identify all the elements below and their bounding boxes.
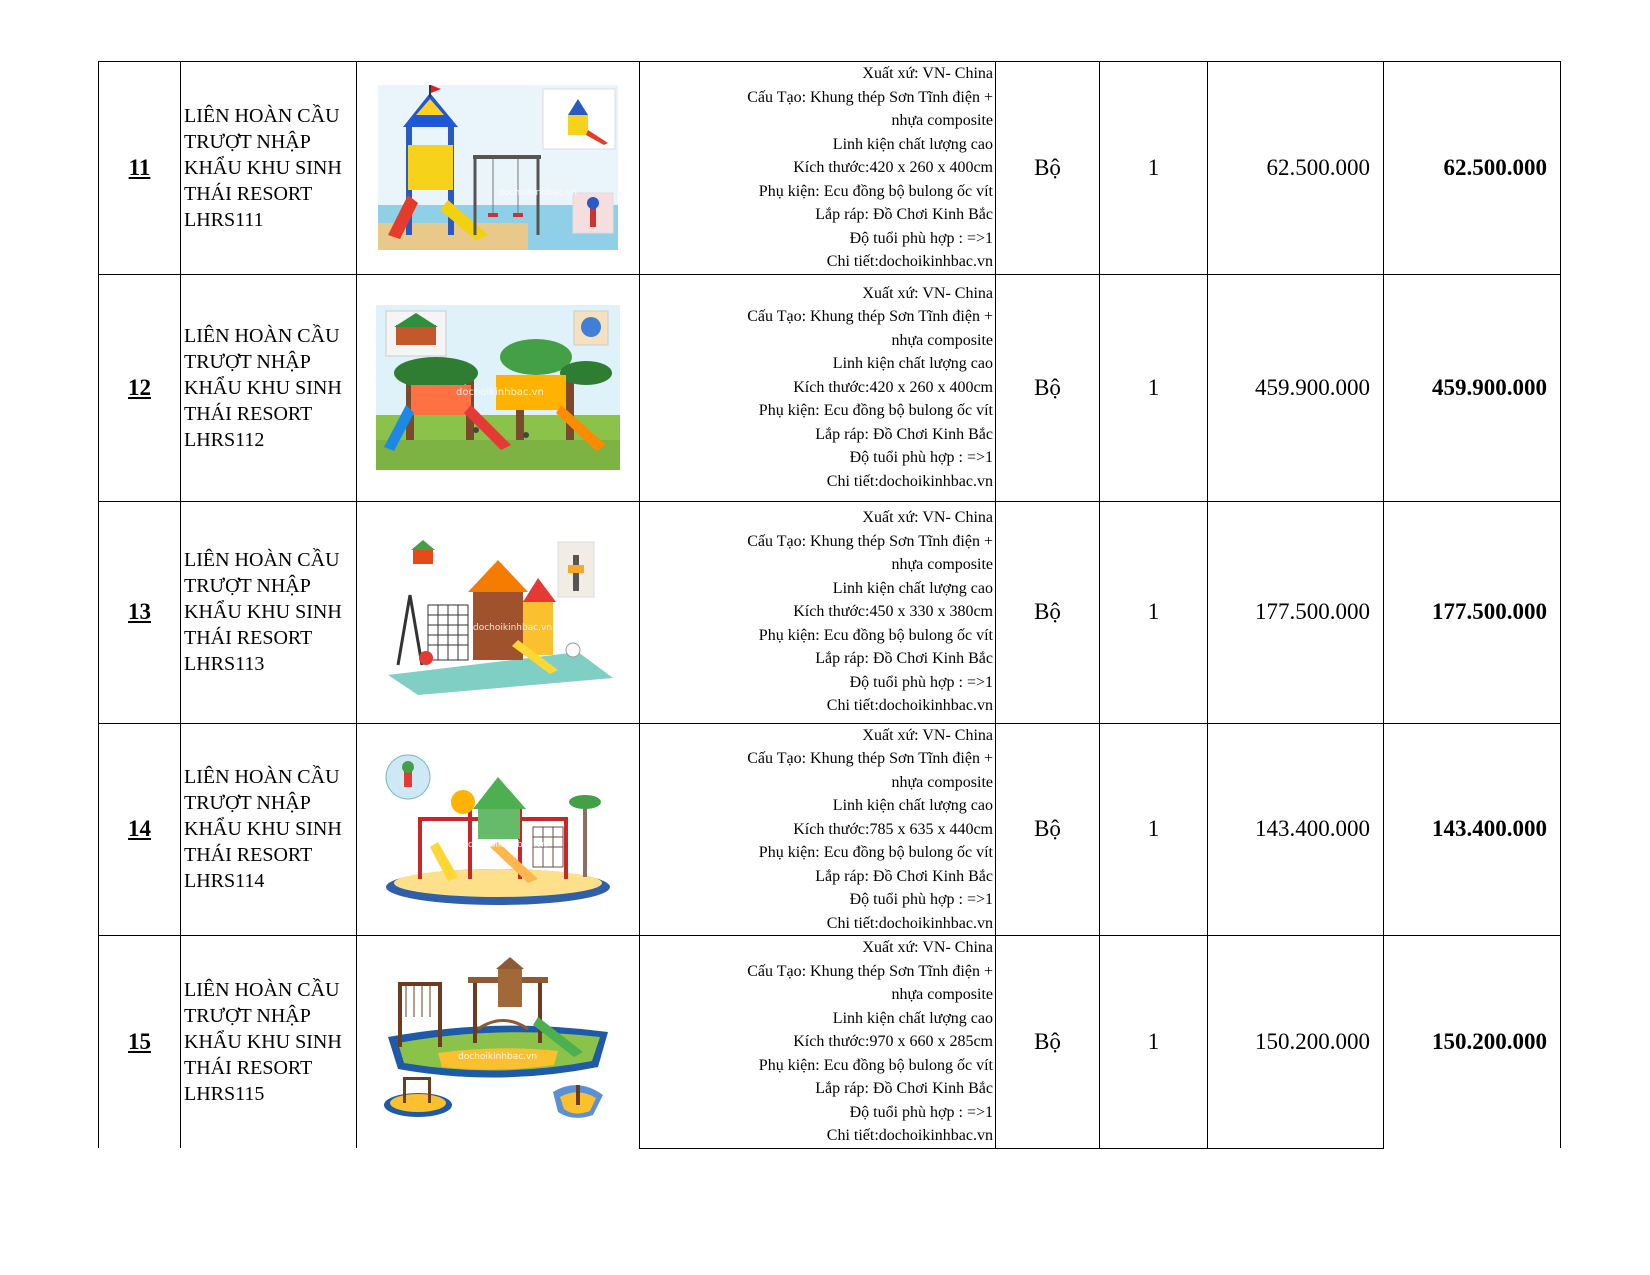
- unit-cell: Bộ: [996, 501, 1100, 723]
- table-row: [99, 723, 1561, 936]
- product-name: LIÊN HOÀN CẦU TRƯỢT NHẬP KHẨU KHU SINH THÁI RESORT LHRS112: [181, 274, 357, 501]
- product-name: LIÊN HOÀN CẦU TRƯỢT NHẬP KHẨU KHU SINH THÁI RESORT LHRS111: [181, 62, 357, 275]
- product-spec: Xuất xứ: VN- China Cấu Tạo: Khung thép Sơn Tĩnh điện + nhựa composite Linh kiện chất lượng cao Kích thước:970 x 660 x 285cm Phụ kiện: Ecu đồng bộ bulong ốc vít Lắp ráp: Đồ Chơi Kinh Bắc Độ tuổi phù hợp : =>1 Chi tiết:dochoikinhbac.vn: [640, 936, 996, 1149]
- row-number: 14: [99, 723, 181, 936]
- table-row: [99, 936, 1561, 1149]
- product-spec: Xuất xứ: VN- China Cấu Tạo: Khung thép Sơn Tĩnh điện + nhựa composite Linh kiện chất lượng cao Kích thước:450 x 330 x 380cm Phụ kiện: Ecu đồng bộ bulong ốc vít Lắp ráp: Đồ Chơi Kinh Bắc Độ tuổi phù hợp : =>1 Chi tiết:dochoikinhbac.vn: [640, 501, 996, 723]
- product-image: [357, 62, 640, 275]
- quantity-cell: 1: [1100, 274, 1208, 501]
- product-image: [357, 274, 640, 501]
- unit-price-cell: 150.200.000: [1208, 936, 1384, 1149]
- svg-text:dochoikinhbac.vn: dochoikinhbac.vn: [498, 188, 578, 199]
- table-row: [99, 62, 1561, 275]
- product-name: LIÊN HOÀN CẦU TRƯỢT NHẬP KHẨU KHU SINH THÁI RESORT LHRS115: [181, 936, 357, 1149]
- unit-price-cell: 459.900.000: [1208, 274, 1384, 501]
- playground-tower-swing-icon: [378, 85, 618, 250]
- product-spec: Xuất xứ: VN- China Cấu Tạo: Khung thép Sơn Tĩnh điện + nhựa composite Linh kiện chất lượng cao Kích thước:420 x 260 x 400cm Phụ kiện: Ecu đồng bộ bulong ốc vít Lắp ráp: Đồ Chơi Kinh Bắc Độ tuổi phù hợp : =>1 Chi tiết:dochoikinhbac.vn: [640, 62, 996, 275]
- total-price-cell: 459.900.000: [1384, 274, 1561, 501]
- total-price-cell: 62.500.000: [1384, 62, 1561, 275]
- product-spec: Xuất xứ: VN- China Cấu Tạo: Khung thép Sơn Tĩnh điện + nhựa composite Linh kiện chất lượng cao Kích thước:420 x 260 x 400cm Phụ kiện: Ecu đồng bộ bulong ốc vít Lắp ráp: Đồ Chơi Kinh Bắc Độ tuổi phù hợp : =>1 Chi tiết:dochoikinhbac.vn: [640, 274, 996, 501]
- unit-price-cell: 62.500.000: [1208, 62, 1384, 275]
- row-number: 11: [99, 62, 181, 275]
- table-row: [99, 274, 1561, 501]
- playground-palm-island-icon: [378, 747, 618, 912]
- product-spec: Xuất xứ: VN- China Cấu Tạo: Khung thép Sơn Tĩnh điện + nhựa composite Linh kiện chất lượng cao Kích thước:785 x 635 x 440cm Phụ kiện: Ecu đồng bộ bulong ốc vít Lắp ráp: Đồ Chơi Kinh Bắc Độ tuổi phù hợp : =>1 Chi tiết:dochoikinhbac.vn: [640, 723, 996, 936]
- product-image: [357, 723, 640, 936]
- total-price-cell: 177.500.000: [1384, 501, 1561, 723]
- unit-price-cell: 143.400.000: [1208, 723, 1384, 936]
- playground-climbing-net-icon: [378, 530, 618, 695]
- row-number: 12: [99, 274, 181, 501]
- total-price-cell: 143.400.000: [1384, 723, 1561, 936]
- unit-price-cell: 177.500.000: [1208, 501, 1384, 723]
- table-row: [99, 501, 1561, 723]
- product-table: [98, 61, 1561, 1149]
- unit-cell: Bộ: [996, 62, 1100, 275]
- product-name: LIÊN HOÀN CẦU TRƯỢT NHẬP KHẨU KHU SINH THÁI RESORT LHRS114: [181, 723, 357, 936]
- row-number: 13: [99, 501, 181, 723]
- svg-text:dochoikinhbac.vn: dochoikinhbac.vn: [468, 839, 548, 850]
- product-name: LIÊN HOÀN CẦU TRƯỢT NHẬP KHẨU KHU SINH THÁI RESORT LHRS113: [181, 501, 357, 723]
- unit-cell: Bộ: [996, 274, 1100, 501]
- svg-text:dochoikinhbac.vn: dochoikinhbac.vn: [456, 387, 544, 398]
- svg-text:dochoikinhbac.vn: dochoikinhbac.vn: [473, 622, 553, 633]
- playground-treehouse-icon: [376, 305, 620, 470]
- product-image: [357, 501, 640, 723]
- svg-text:dochoikinhbac.vn: dochoikinhbac.vn: [458, 1052, 538, 1062]
- playground-wooden-frame-icon: [378, 957, 618, 1127]
- row-number: 15: [99, 936, 181, 1149]
- quantity-cell: 1: [1100, 723, 1208, 936]
- unit-cell: Bộ: [996, 723, 1100, 936]
- quantity-cell: 1: [1100, 62, 1208, 275]
- total-price-cell: 150.200.000: [1384, 936, 1561, 1149]
- product-image: [357, 936, 640, 1149]
- quantity-cell: 1: [1100, 936, 1208, 1149]
- unit-cell: Bộ: [996, 936, 1100, 1149]
- quantity-cell: 1: [1100, 501, 1208, 723]
- price-sheet: [98, 61, 1560, 1149]
